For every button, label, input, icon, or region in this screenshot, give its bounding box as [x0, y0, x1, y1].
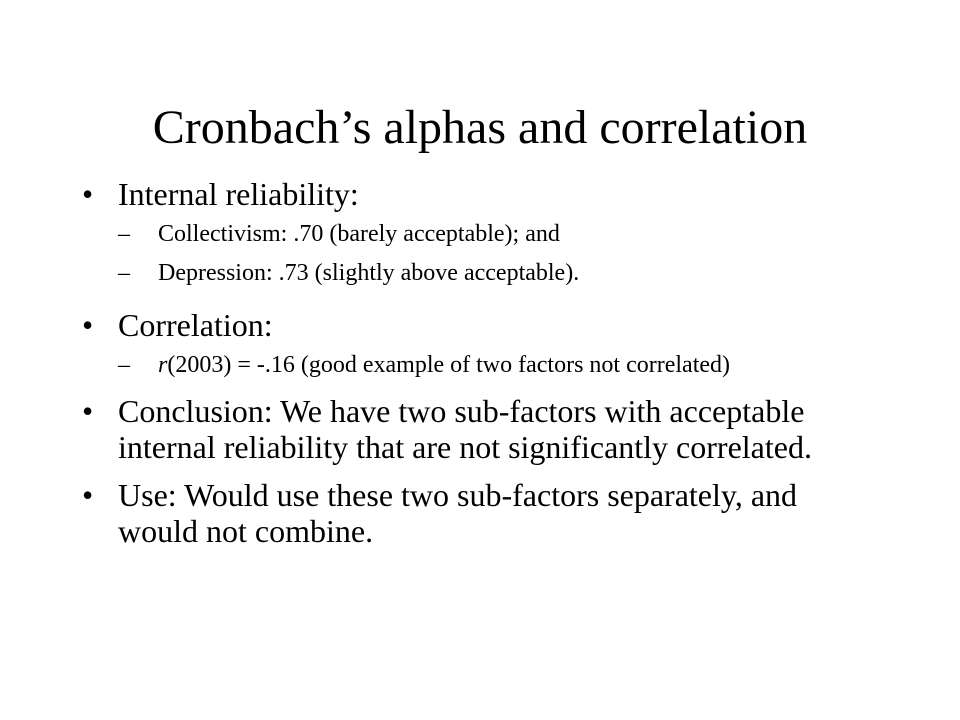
sub-list: [118, 220, 882, 287]
bullet-text: Conclusion: We have two sub-factors with acceptable internal reliability that are not significantly correlated.: [118, 393, 812, 465]
sub-text: Depression: .73 (slightly above acceptable).: [158, 260, 580, 286]
bullet-text: Internal reliability:: [118, 176, 359, 212]
bullet-internal-reliability: [82, 176, 882, 287]
sub-mark: –: [118, 221, 130, 247]
sub-item-correlation-value: [118, 351, 882, 379]
sub-mark: –: [118, 352, 130, 378]
bullet-correlation: [82, 307, 882, 379]
slide-title: Cronbach’s alphas and correlation: [152, 101, 808, 154]
bullet-text: Use: Would use these two sub-factors separately, and would not combine.: [118, 477, 798, 549]
sub-list: [118, 351, 882, 379]
sub-item-depression: [118, 259, 882, 287]
bullet-mark: •: [82, 307, 94, 343]
correlation-symbol: r: [158, 352, 168, 378]
sub-mark: –: [118, 260, 130, 286]
sub-item-collectivism: [118, 220, 882, 248]
sub-text: Collectivism: .70 (barely acceptable); and: [158, 221, 560, 247]
slide-body: [82, 176, 882, 549]
bullet-conclusion: [82, 393, 882, 465]
bullet-mark: •: [82, 393, 94, 429]
bullet-use: [82, 477, 882, 549]
sub-text: (2003) = -.16 (good example of two factors not correlated): [167, 352, 731, 378]
bullet-text: Correlation:: [118, 307, 273, 343]
bullet-mark: •: [82, 176, 94, 212]
bullet-mark: •: [82, 477, 94, 513]
